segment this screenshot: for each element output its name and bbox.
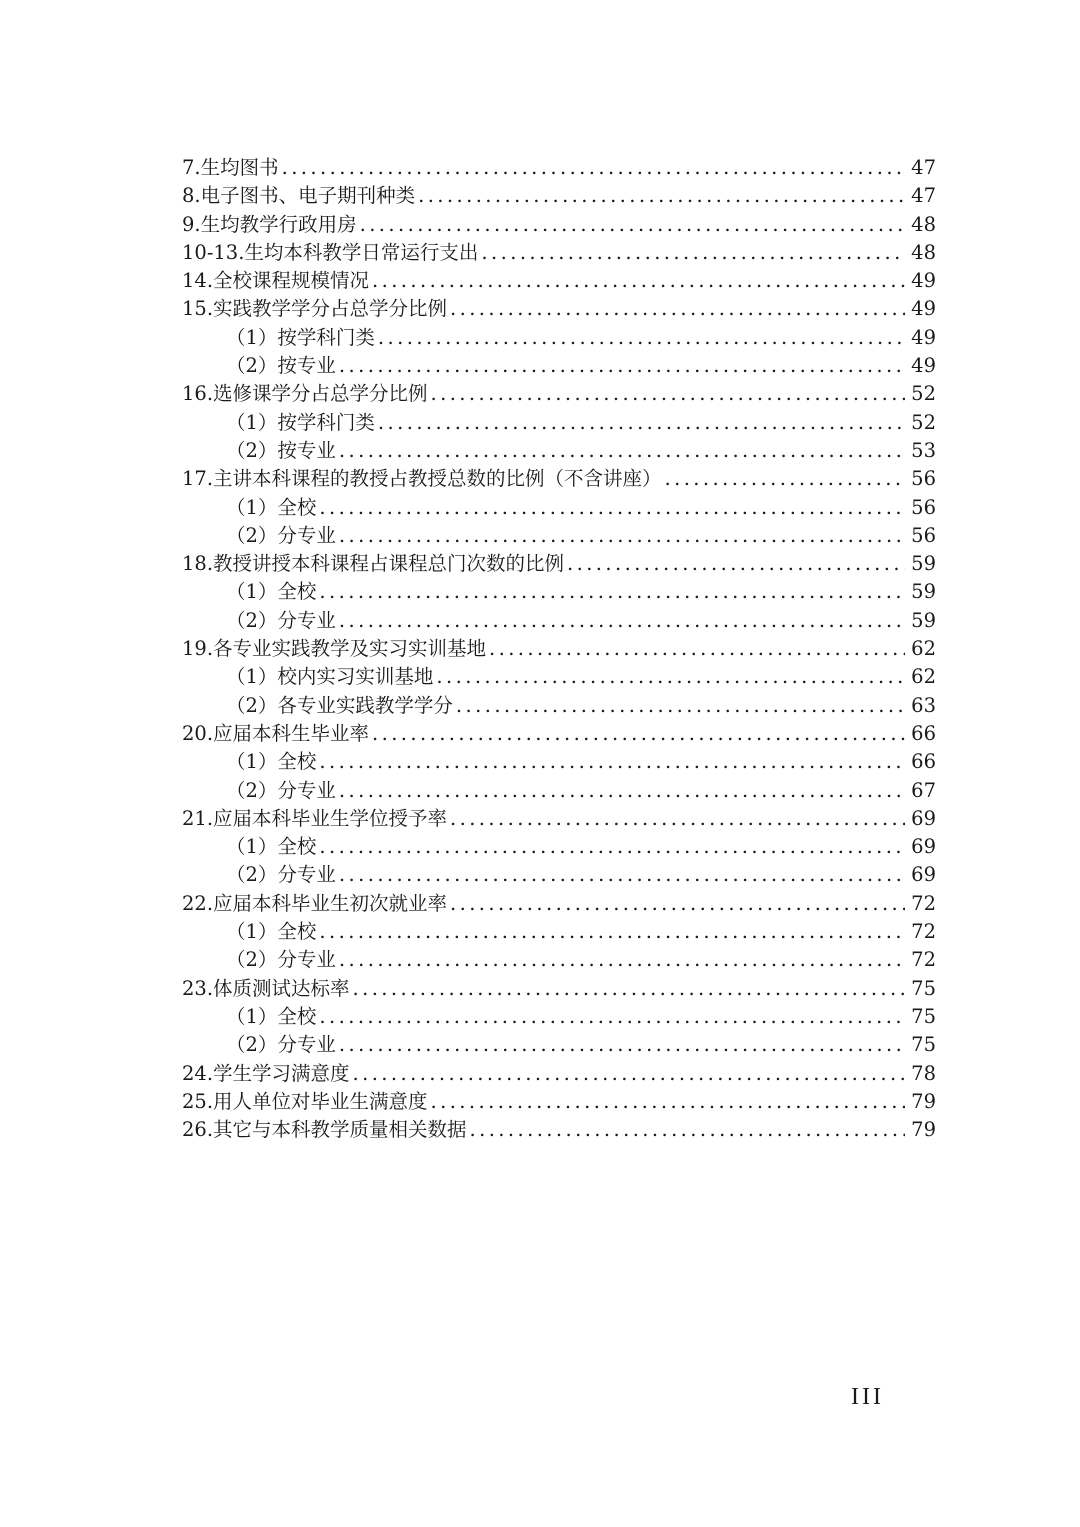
toc-entry[interactable]	[182, 465, 936, 493]
toc-dot-leader	[450, 295, 905, 323]
toc-entry-label: 18.教授讲授本科课程占课程总门次数的比例	[182, 552, 565, 576]
toc-entry-label: 8.电子图书、电子期刊种类	[182, 184, 416, 208]
toc-subentry[interactable]	[182, 324, 936, 352]
toc-subentry[interactable]	[182, 692, 936, 720]
toc-dot-leader	[353, 1060, 906, 1088]
toc-entry-page: 47	[911, 156, 936, 179]
toc-entry-label: （2）分专业	[226, 523, 336, 547]
toc-dot-leader	[378, 324, 905, 352]
toc-subentry[interactable]	[182, 861, 936, 889]
toc-entry-label: （2）分专业	[226, 1033, 336, 1057]
toc-dot-leader	[353, 975, 906, 1003]
toc-dot-leader	[450, 890, 905, 918]
toc-entry-page: 79	[911, 1118, 936, 1142]
toc-entry-label: 17.主讲本科课程的教授占教授总数的比例（不含讲座）	[182, 467, 662, 491]
toc-entry-label: 25.用人单位对毕业生满意度	[182, 1089, 428, 1113]
toc-entry[interactable]	[182, 1116, 936, 1144]
toc-entry-page: 48	[911, 240, 936, 264]
toc-entry[interactable]	[182, 154, 936, 182]
toc-entry[interactable]	[182, 295, 936, 323]
toc-entry-page: 66	[911, 750, 936, 774]
toc-dot-leader	[481, 239, 905, 267]
toc-entry-page: 79	[911, 1089, 936, 1113]
toc-entry[interactable]	[182, 890, 936, 918]
toc-entry-label: （1）全校	[226, 580, 317, 604]
toc-entry-label: 21.应届本科毕业生学位授予率	[182, 806, 448, 830]
toc-dot-leader	[489, 635, 905, 663]
toc-entry-label: （1）按学科门类	[226, 410, 375, 434]
toc-dot-leader	[567, 550, 905, 578]
toc-entry-label: （1）全校	[226, 920, 317, 944]
toc-entry-page: 69	[911, 835, 936, 859]
toc-entry-page: 78	[911, 1061, 936, 1085]
toc-dot-leader	[339, 352, 905, 380]
toc-entry-page: 66	[911, 721, 936, 745]
toc-entry-label: 10-13.生均本科教学日常运行支出	[182, 240, 479, 264]
toc-entry-label: 20.应届本科生毕业率	[182, 721, 370, 745]
toc-entry-label: 9.生均教学行政用房	[182, 212, 357, 236]
toc-entry-page: 72	[911, 920, 936, 944]
toc-entry-page: 49	[911, 297, 936, 321]
toc-dot-leader	[339, 1031, 905, 1059]
toc-dot-leader	[319, 578, 905, 606]
toc-dot-leader	[665, 465, 906, 493]
toc-subentry[interactable]	[182, 437, 936, 465]
toc-entry-label: 7.生均图书	[182, 156, 279, 179]
toc-entry[interactable]	[182, 805, 936, 833]
toc-entry-page: 56	[911, 467, 936, 491]
toc-entry-label: （1）全校	[226, 1004, 317, 1028]
toc-entry-page: 59	[911, 608, 936, 632]
toc-dot-leader	[339, 607, 905, 635]
toc-entry-label: 15.实践教学学分占总学分比例	[182, 297, 448, 321]
toc-entry[interactable]	[182, 635, 936, 663]
toc-dot-leader	[319, 833, 905, 861]
toc-dot-leader	[431, 1088, 906, 1116]
toc-dot-leader	[339, 522, 905, 550]
toc-dot-leader	[339, 437, 905, 465]
toc-entry-label: 24.学生学习满意度	[182, 1061, 350, 1085]
toc-entry-page: 52	[911, 382, 936, 406]
toc-dot-leader	[282, 154, 906, 182]
toc-entry[interactable]	[182, 267, 936, 295]
toc-entry-page: 72	[911, 948, 936, 972]
toc-subentry[interactable]	[182, 918, 936, 946]
toc-entry-label: （2）按专业	[226, 438, 336, 462]
toc-entry-label: 19.各专业实践教学及实习实训基地	[182, 637, 487, 661]
toc-subentry[interactable]	[182, 748, 936, 776]
toc-entry-page: 59	[911, 580, 936, 604]
toc-dot-leader	[339, 777, 905, 805]
toc-entry-page: 75	[911, 976, 936, 1000]
toc-subentry[interactable]	[182, 494, 936, 522]
toc-entry-label: （1）全校	[226, 835, 317, 859]
toc-entry-page: 69	[911, 863, 936, 887]
toc-dot-leader	[319, 494, 905, 522]
toc-entry-page: 63	[911, 693, 936, 717]
toc-entry-page: 47	[911, 184, 936, 208]
toc-dot-leader	[436, 663, 905, 691]
toc-subentry[interactable]	[182, 578, 936, 606]
toc-dot-leader	[418, 182, 905, 210]
toc-entry-page: 56	[911, 495, 936, 519]
toc-subentry[interactable]	[182, 409, 936, 437]
toc-subentry[interactable]	[182, 663, 936, 691]
toc-dot-leader	[319, 1003, 905, 1031]
table-of-contents	[182, 154, 936, 1144]
toc-subentry[interactable]	[182, 352, 936, 380]
toc-dot-leader	[431, 380, 906, 408]
toc-entry-label: 16.选修课学分占总学分比例	[182, 382, 428, 406]
toc-dot-leader	[319, 748, 905, 776]
toc-entry-page: 52	[911, 410, 936, 434]
toc-subentry[interactable]	[182, 1003, 936, 1031]
toc-dot-leader	[456, 692, 905, 720]
toc-subentry[interactable]	[182, 1031, 936, 1059]
toc-entry[interactable]	[182, 239, 936, 267]
toc-subentry[interactable]	[182, 607, 936, 635]
toc-entry-label: （2）分专业	[226, 778, 336, 802]
toc-entry-page: 59	[911, 552, 936, 576]
toc-entry-page: 49	[911, 325, 936, 349]
toc-entry-page: 69	[911, 806, 936, 830]
toc-entry-label: （1）全校	[226, 750, 317, 774]
toc-entry-label: （2）分专业	[226, 608, 336, 632]
toc-entry-page: 75	[911, 1033, 936, 1057]
page-number: III	[851, 1384, 884, 1410]
toc-entry-page: 48	[911, 212, 936, 236]
toc-entry-page: 72	[911, 891, 936, 915]
toc-entry-label: （2）分专业	[226, 863, 336, 887]
toc-dot-leader	[339, 946, 905, 974]
toc-entry-label: （1）全校	[226, 495, 317, 519]
toc-entry-page: 62	[911, 665, 936, 689]
toc-entry-page: 75	[911, 1004, 936, 1028]
toc-subentry[interactable]	[182, 946, 936, 974]
toc-entry-page: 62	[911, 637, 936, 661]
toc-subentry[interactable]	[182, 833, 936, 861]
toc-entry[interactable]	[182, 1060, 936, 1088]
toc-dot-leader	[360, 211, 906, 239]
toc-entry-label: （2）按专业	[226, 354, 336, 378]
toc-entry-page: 49	[911, 269, 936, 293]
toc-entry-label: （1）校内实习实训基地	[226, 665, 434, 689]
toc-dot-leader	[339, 861, 905, 889]
toc-dot-leader	[372, 267, 905, 295]
toc-dot-leader	[372, 720, 905, 748]
toc-entry[interactable]	[182, 975, 936, 1003]
toc-entry[interactable]	[182, 550, 936, 578]
toc-entry-label: 14.全校课程规模情况	[182, 269, 370, 293]
toc-dot-leader	[319, 918, 905, 946]
toc-dot-leader	[378, 409, 905, 437]
toc-entry-page: 67	[911, 778, 936, 802]
toc-dot-leader	[470, 1116, 906, 1144]
toc-entry-label: （2）各专业实践教学学分	[226, 693, 453, 717]
toc-entry[interactable]	[182, 380, 936, 408]
toc-entry-label: 26.其它与本科教学质量相关数据	[182, 1118, 467, 1142]
toc-entry[interactable]	[182, 1088, 936, 1116]
toc-entry-page: 53	[911, 438, 936, 462]
toc-dot-leader	[450, 805, 905, 833]
toc-subentry[interactable]	[182, 522, 936, 550]
toc-entry-label: （1）按学科门类	[226, 325, 375, 349]
toc-entry[interactable]	[182, 720, 936, 748]
toc-entry-page: 49	[911, 354, 936, 378]
toc-entry[interactable]	[182, 211, 936, 239]
toc-entry-label: 23.体质测试达标率	[182, 976, 350, 1000]
toc-entry[interactable]	[182, 182, 936, 210]
toc-entry-label: （2）分专业	[226, 948, 336, 972]
toc-entry-label: 22.应届本科毕业生初次就业率	[182, 891, 448, 915]
toc-entry-page: 56	[911, 523, 936, 547]
toc-subentry[interactable]	[182, 777, 936, 805]
